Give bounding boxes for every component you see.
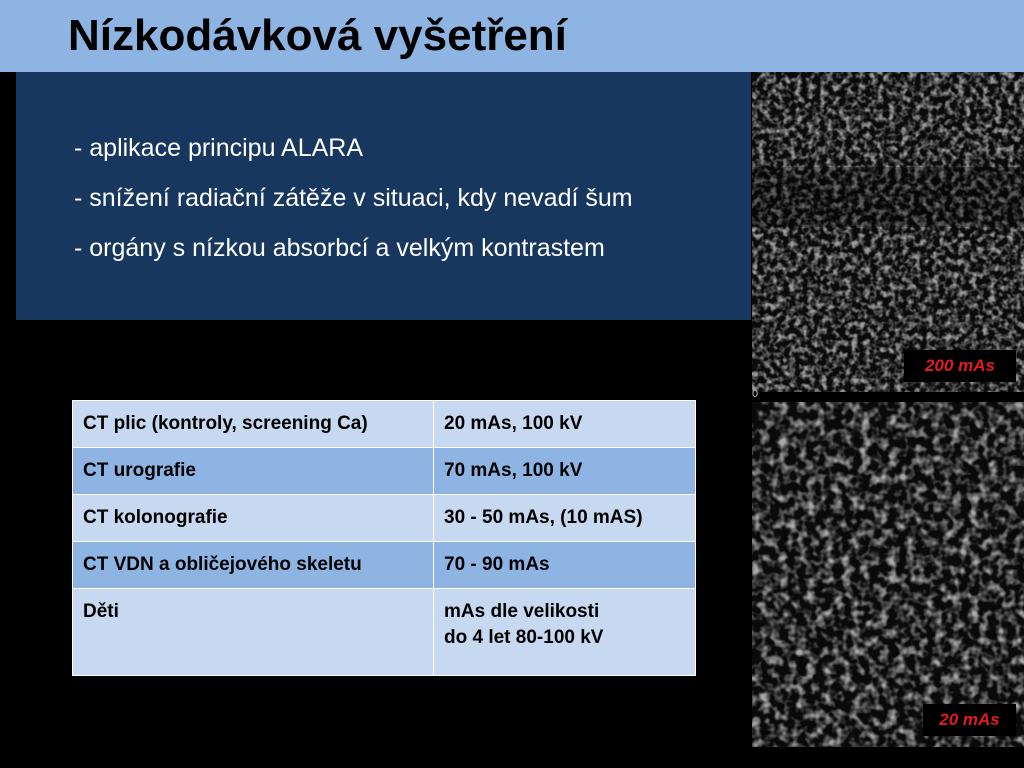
bullet-item: - snížení radiační zátěže v situaci, kdy nevadí šum xyxy=(74,184,633,212)
dose-cell xyxy=(434,448,696,495)
ct-noise-texture-top xyxy=(752,72,1024,392)
bullet-panel xyxy=(16,72,751,320)
dose-text: 20 mAs, 100 kV xyxy=(444,413,583,434)
exam-cell: CT kolonografie xyxy=(73,495,434,542)
dose-table xyxy=(72,400,696,676)
dose-label-20mas: 20 mAs xyxy=(923,704,1016,736)
dose-cell xyxy=(434,589,696,676)
dose-cell xyxy=(434,495,696,542)
table-row xyxy=(73,495,696,542)
dose-text: 70 mAs, 100 kV xyxy=(444,460,583,481)
exam-cell: Děti xyxy=(73,589,434,676)
exam-cell: CT VDN a obličejového skeletu xyxy=(73,542,434,589)
image-corner-mark: 0 xyxy=(752,388,759,400)
bullet-item: - aplikace principu ALARA xyxy=(74,134,364,162)
bullet-list xyxy=(74,136,633,286)
table-row xyxy=(73,589,696,676)
slide-title: Nízkodávková vyšetření xyxy=(68,11,567,60)
dose-text-line2: do 4 let 80-100 kV xyxy=(444,627,604,648)
dose-text: 30 - 50 mAs, (10 mAS) xyxy=(444,507,643,528)
ct-noise-texture-bottom xyxy=(752,402,1024,747)
table-row xyxy=(73,448,696,495)
dose-text: mAs dle velikosti xyxy=(444,601,600,622)
exam-cell: CT plic (kontroly, screening Ca) xyxy=(73,401,434,448)
title-bar xyxy=(0,0,1024,72)
dose-label-200mas: 200 mAs xyxy=(904,350,1016,382)
bullet-item: - orgány s nízkou absorbcí a velkým kontrastem xyxy=(74,234,605,262)
dose-cell xyxy=(434,401,696,448)
table-row xyxy=(73,401,696,448)
ct-image-200mas xyxy=(752,72,1024,392)
exam-cell: CT urografie xyxy=(73,448,434,495)
dose-cell xyxy=(434,542,696,589)
ct-image-20mas xyxy=(752,402,1024,747)
table-row xyxy=(73,542,696,589)
dose-text: 70 - 90 mAs xyxy=(444,554,550,575)
